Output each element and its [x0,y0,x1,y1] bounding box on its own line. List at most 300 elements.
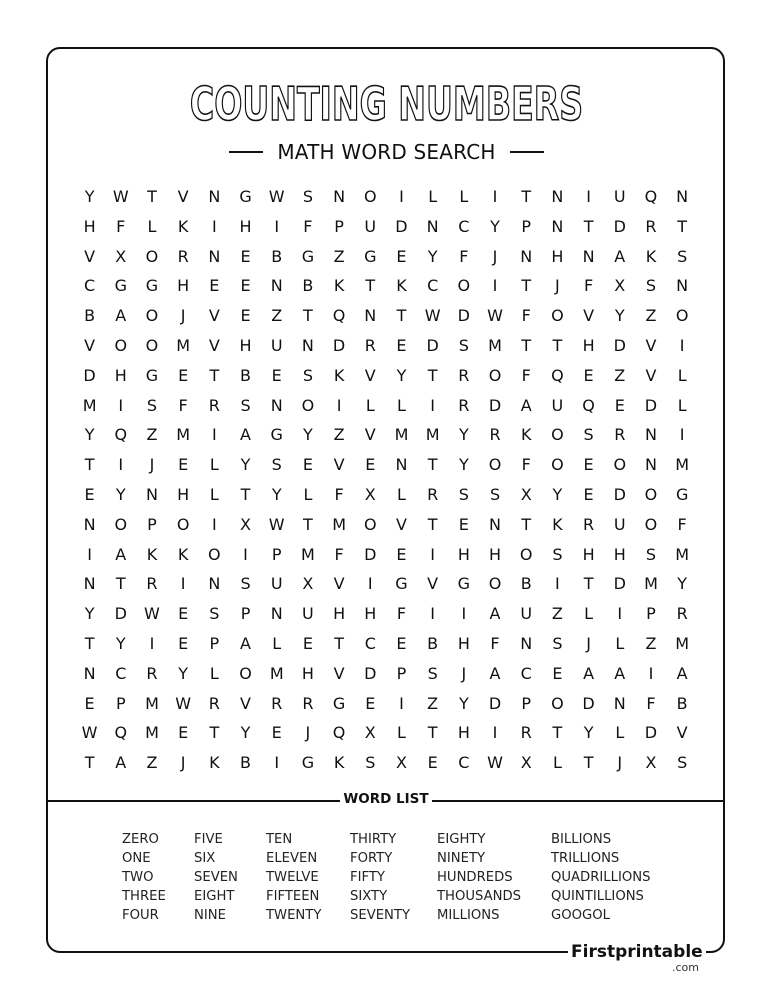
grid-letter[interactable]: H [582,544,595,564]
grid-letter[interactable]: Q [582,395,595,415]
grid-letter[interactable]: J [617,753,623,773]
grid-letter[interactable]: L [147,216,157,236]
grid-letter[interactable]: U [270,574,283,594]
grid-letter[interactable]: B [302,276,314,296]
grid-letter[interactable]: L [615,723,625,743]
grid-letter[interactable]: F [677,514,687,534]
grid-letter[interactable]: O [644,514,658,534]
grid-letter[interactable]: N [270,395,283,415]
grid-letter[interactable]: C [458,753,470,773]
grid-letter[interactable]: H [177,484,190,504]
grid-letter[interactable]: Y [115,633,126,653]
grid-letter[interactable]: V [364,365,376,385]
grid-letter[interactable]: D [395,216,408,236]
grid-letter[interactable]: Q [332,723,346,743]
grid-letter[interactable]: E [552,663,563,683]
grid-letter[interactable]: N [333,187,346,206]
grid-letter[interactable]: I [87,544,92,564]
grid-letter[interactable]: O [145,306,159,326]
grid-letter[interactable]: N [644,455,657,475]
grid-letter[interactable]: E [396,335,407,355]
grid-letter[interactable]: E [458,514,469,534]
grid-letter[interactable]: Y [115,484,126,504]
grid-letter[interactable]: L [209,484,219,504]
grid-letter[interactable]: C [364,633,376,653]
grid-letter[interactable]: E [427,753,438,773]
grid-letter[interactable]: J [305,723,311,743]
grid-letter[interactable]: F [334,544,344,564]
grid-letter[interactable]: N [395,455,408,475]
grid-letter[interactable]: M [644,574,658,594]
grid-letter[interactable]: L [677,395,687,415]
grid-letter[interactable]: P [646,604,656,624]
grid-letter[interactable]: R [645,216,657,236]
grid-letter[interactable]: F [396,604,407,624]
grid-letter[interactable]: J [555,276,560,296]
grid-letter[interactable]: M [82,395,97,415]
grid-letter[interactable]: B [84,306,96,326]
grid-letter[interactable]: N [145,484,158,504]
grid-letter[interactable]: L [615,633,625,653]
grid-letter[interactable]: O [644,484,658,504]
grid-letter[interactable]: K [645,246,657,266]
grid-letter[interactable]: F [521,455,531,475]
grid-letter[interactable]: T [84,455,95,475]
grid-letter[interactable]: S [146,395,158,415]
grid-letter[interactable]: Z [645,633,657,653]
grid-letter[interactable]: N [551,187,564,206]
grid-letter[interactable]: L [397,484,406,504]
grid-letter[interactable]: E [178,365,189,385]
grid-letter[interactable]: F [521,365,531,385]
grid-letter[interactable]: G [114,276,127,296]
grid-letter[interactable]: M [332,514,346,534]
grid-letter[interactable]: S [552,544,563,564]
grid-letter[interactable]: O [488,455,502,475]
grid-letter[interactable]: X [364,484,376,504]
grid-letter[interactable]: Q [644,187,658,206]
grid-letter[interactable]: A [115,753,127,773]
grid-letter[interactable]: T [521,187,532,206]
grid-letter[interactable]: M [394,425,409,445]
grid-letter[interactable]: Y [240,723,251,743]
grid-letter[interactable]: L [209,663,219,683]
grid-letter[interactable]: S [427,663,438,683]
grid-letter[interactable]: B [240,365,252,385]
grid-letter[interactable]: G [145,365,159,385]
grid-letter[interactable]: F [583,276,594,296]
grid-letter[interactable]: E [583,484,594,504]
grid-letter[interactable]: I [430,544,436,564]
grid-letter[interactable]: I [399,693,404,713]
grid-letter[interactable]: M [145,693,159,713]
grid-letter[interactable]: V [240,693,251,713]
grid-letter[interactable]: W [268,187,285,206]
grid-letter[interactable]: E [178,455,189,475]
grid-letter[interactable]: D [644,395,658,415]
grid-letter[interactable]: O [145,335,159,355]
grid-letter[interactable]: N [364,306,377,326]
grid-letter[interactable]: U [551,395,564,415]
grid-letter[interactable]: G [332,693,346,713]
grid-letter[interactable]: Z [427,693,439,713]
grid-letter[interactable]: Y [84,425,95,445]
grid-letter[interactable]: S [302,365,313,385]
grid-letter[interactable]: I [118,395,124,415]
grid-letter[interactable]: N [644,425,657,445]
grid-letter[interactable]: V [364,425,376,445]
grid-letter[interactable]: Z [146,753,158,773]
grid-letter[interactable]: N [520,246,533,266]
grid-letter[interactable]: I [367,574,373,594]
grid-letter[interactable]: S [677,753,688,773]
grid-letter[interactable]: D [488,693,502,713]
grid-letter[interactable]: N [270,276,283,296]
grid-letter[interactable]: O [551,455,564,475]
grid-letter[interactable]: U [270,335,283,355]
grid-letter[interactable]: V [208,306,220,326]
grid-letter[interactable]: S [677,246,688,266]
grid-letter[interactable]: O [457,276,471,296]
grid-letter[interactable]: N [551,216,564,236]
grid-letter[interactable]: O [145,246,159,266]
grid-letter[interactable]: H [489,544,502,564]
grid-letter[interactable]: F [459,246,469,266]
grid-letter[interactable]: I [492,187,498,206]
grid-letter[interactable]: D [114,604,127,624]
grid-letter[interactable]: G [301,246,315,266]
grid-letter[interactable]: J [461,663,467,683]
grid-letter[interactable]: N [582,246,595,266]
grid-letter[interactable]: I [118,455,124,475]
grid-letter[interactable]: Y [458,425,469,445]
grid-letter[interactable]: H [333,604,346,624]
grid-letter[interactable]: P [115,693,126,713]
grid-letter[interactable]: Y [458,455,469,475]
grid-letter[interactable]: N [301,335,314,355]
grid-letter[interactable]: V [676,723,688,743]
grid-letter[interactable]: O [488,365,502,385]
grid-letter[interactable]: L [397,723,406,743]
grid-letter[interactable]: C [520,663,532,683]
grid-letter[interactable]: K [146,544,158,564]
grid-letter[interactable]: E [84,484,95,504]
grid-letter[interactable]: J [180,753,186,773]
grid-letter[interactable]: Y [490,216,500,236]
grid-letter[interactable]: V [333,574,345,594]
grid-letter[interactable]: Z [333,246,345,266]
grid-letter[interactable]: X [302,574,314,594]
grid-letter[interactable]: H [83,216,96,236]
grid-letter[interactable]: S [458,484,469,504]
grid-letter[interactable]: G [675,484,689,504]
grid-letter[interactable]: K [333,365,345,385]
grid-letter[interactable]: N [208,574,221,594]
grid-letter[interactable]: O [363,514,377,534]
grid-letter[interactable]: E [271,723,282,743]
grid-letter[interactable]: O [301,395,315,415]
grid-letter[interactable]: V [177,187,189,206]
grid-letter[interactable]: Z [614,365,626,385]
grid-letter[interactable]: A [240,633,251,653]
grid-letter[interactable]: R [208,395,220,415]
grid-letter[interactable]: E [209,276,220,296]
grid-letter[interactable]: I [274,216,280,236]
grid-letter[interactable]: W [144,604,160,624]
grid-letter[interactable]: X [520,484,532,504]
grid-letter[interactable]: I [274,753,280,773]
grid-letter[interactable]: T [365,276,376,296]
grid-letter[interactable]: N [208,246,221,266]
grid-letter[interactable]: R [489,425,501,445]
grid-letter[interactable]: T [84,633,95,653]
grid-letter[interactable]: H [613,544,626,564]
grid-letter[interactable]: D [613,484,626,504]
grid-letter[interactable]: B [427,633,439,653]
grid-letter[interactable]: E [365,455,376,475]
grid-letter[interactable]: O [176,514,190,534]
grid-letter[interactable]: S [583,425,594,445]
grid-letter[interactable]: B [271,246,283,266]
grid-letter[interactable]: B [676,693,688,713]
grid-letter[interactable]: E [583,455,594,475]
grid-letter[interactable]: Y [614,306,625,326]
grid-letter[interactable]: D [613,335,626,355]
grid-letter[interactable]: T [147,187,157,206]
grid-letter[interactable]: O [551,425,564,445]
grid-letter[interactable]: S [645,276,657,296]
grid-letter[interactable]: V [645,335,657,355]
grid-letter[interactable]: G [395,574,408,594]
grid-letter[interactable]: S [240,395,251,415]
grid-letter[interactable]: G [457,574,471,594]
grid-letter[interactable]: X [614,276,626,296]
grid-letter[interactable]: I [430,604,436,624]
grid-letter[interactable]: Z [645,306,657,326]
grid-letter[interactable]: X [115,246,127,266]
grid-letter[interactable]: P [396,663,407,683]
grid-letter[interactable]: W [112,187,129,206]
grid-letter[interactable]: K [333,753,345,773]
grid-letter[interactable]: T [552,335,563,355]
grid-letter[interactable]: V [395,514,407,534]
grid-letter[interactable]: R [208,693,220,713]
grid-letter[interactable]: J [180,306,186,326]
grid-letter[interactable]: S [645,544,657,564]
grid-letter[interactable]: N [520,633,533,653]
grid-letter[interactable]: U [613,514,626,534]
grid-letter[interactable]: T [396,306,407,326]
grid-letter[interactable]: E [178,633,189,653]
grid-letter[interactable]: E [614,395,625,415]
grid-letter[interactable]: O [551,306,564,326]
grid-letter[interactable]: A [676,663,688,683]
grid-letter[interactable]: E [178,723,189,743]
grid-letter[interactable]: C [427,276,439,296]
grid-letter[interactable]: N [83,514,96,534]
grid-letter[interactable]: R [302,693,314,713]
grid-letter[interactable]: X [240,514,252,534]
grid-letter[interactable]: S [271,455,282,475]
grid-letter[interactable]: R [583,514,595,534]
grid-letter[interactable]: D [364,663,377,683]
grid-letter[interactable]: A [115,306,127,326]
grid-letter[interactable]: Z [146,425,158,445]
grid-letter[interactable]: J [149,455,155,475]
grid-letter[interactable]: N [83,574,96,594]
grid-letter[interactable]: F [334,484,344,504]
grid-letter[interactable]: W [487,753,503,773]
grid-letter[interactable]: B [520,574,532,594]
grid-letter[interactable]: K [209,753,220,773]
grid-letter[interactable]: O [488,574,502,594]
grid-letter[interactable]: A [520,395,532,415]
grid-letter[interactable]: C [115,663,127,683]
grid-letter[interactable]: L [209,455,219,475]
grid-letter[interactable]: W [81,723,98,743]
grid-letter[interactable]: P [271,544,282,564]
grid-letter[interactable]: T [521,276,532,296]
grid-letter[interactable]: C [458,216,470,236]
grid-letter[interactable]: E [240,246,251,266]
grid-letter[interactable]: S [458,335,469,355]
grid-letter[interactable]: T [303,514,313,534]
grid-letter[interactable]: N [208,187,221,206]
grid-letter[interactable]: T [334,633,344,653]
grid-letter[interactable]: L [428,187,438,206]
grid-letter[interactable]: I [679,425,685,445]
grid-letter[interactable]: P [521,693,532,713]
grid-letter[interactable]: X [395,753,407,773]
grid-letter[interactable]: G [239,187,252,206]
grid-letter[interactable]: N [270,604,283,624]
grid-letter[interactable]: K [177,216,189,236]
grid-letter[interactable]: I [679,335,685,355]
grid-letter[interactable]: H [239,335,252,355]
grid-letter[interactable]: W [268,514,285,534]
grid-letter[interactable]: A [115,544,127,564]
grid-letter[interactable]: L [272,633,282,653]
grid-letter[interactable]: Y [84,187,95,206]
grid-letter[interactable]: P [521,216,532,236]
grid-letter[interactable]: H [457,723,470,743]
grid-letter[interactable]: F [116,216,126,236]
grid-letter[interactable]: I [648,663,654,683]
grid-letter[interactable]: R [458,395,470,415]
grid-letter[interactable]: M [145,723,159,743]
grid-letter[interactable]: R [614,425,626,445]
grid-letter[interactable]: H [239,216,252,236]
grid-letter[interactable]: R [146,574,158,594]
grid-letter[interactable]: H [551,246,564,266]
grid-letter[interactable]: T [209,365,220,385]
grid-letter[interactable]: U [613,187,626,206]
grid-letter[interactable]: I [243,544,248,564]
grid-letter[interactable]: N [676,187,689,206]
grid-letter[interactable]: G [364,246,377,266]
grid-letter[interactable]: E [302,633,313,653]
grid-letter[interactable]: Z [333,425,345,445]
grid-letter[interactable]: H [177,276,190,296]
grid-letter[interactable]: A [489,663,501,683]
grid-letter[interactable]: T [583,753,594,773]
grid-letter[interactable]: M [675,633,690,653]
grid-letter[interactable]: R [427,484,439,504]
grid-letter[interactable]: L [459,187,469,206]
grid-letter[interactable]: P [147,514,157,534]
grid-letter[interactable]: L [677,365,687,385]
grid-letter[interactable]: F [303,216,313,236]
grid-letter[interactable]: L [552,753,562,773]
grid-letter[interactable]: S [489,484,501,504]
grid-letter[interactable]: D [457,306,470,326]
grid-letter[interactable]: Y [458,693,469,713]
grid-letter[interactable]: T [427,455,438,475]
grid-letter[interactable]: R [177,246,189,266]
grid-letter[interactable]: R [458,365,470,385]
grid-letter[interactable]: T [427,723,438,743]
grid-letter[interactable]: E [365,693,376,713]
grid-letter[interactable]: A [489,604,501,624]
grid-letter[interactable]: T [427,365,438,385]
grid-letter[interactable]: D [332,335,346,355]
grid-letter[interactable]: E [396,246,407,266]
grid-letter[interactable]: O [208,544,221,564]
grid-letter[interactable]: G [270,425,283,445]
grid-letter[interactable]: I [211,216,217,236]
grid-letter[interactable]: R [520,723,532,743]
grid-letter[interactable]: F [490,633,500,653]
grid-letter[interactable]: O [239,663,252,683]
grid-letter[interactable]: V [333,455,345,475]
grid-letter[interactable]: I [430,395,436,415]
grid-letter[interactable]: T [583,216,594,236]
grid-letter[interactable]: H [114,365,127,385]
grid-letter[interactable]: F [521,306,531,326]
grid-letter[interactable]: Y [583,723,594,743]
grid-letter[interactable]: D [488,395,502,415]
grid-letter[interactable]: L [303,484,313,504]
grid-letter[interactable]: Y [427,246,438,266]
grid-letter[interactable]: I [211,514,217,534]
grid-letter[interactable]: O [675,306,689,326]
grid-letter[interactable]: Y [396,365,407,385]
grid-letter[interactable]: P [240,604,251,624]
grid-letter[interactable]: K [396,276,407,296]
grid-letter[interactable]: I [336,395,342,415]
grid-letter[interactable]: R [271,693,283,713]
grid-letter[interactable]: Y [552,484,563,504]
grid-letter[interactable]: A [614,663,626,683]
grid-letter[interactable]: N [489,514,502,534]
grid-letter[interactable]: D [582,693,595,713]
grid-letter[interactable]: R [676,604,688,624]
grid-letter[interactable]: G [145,276,159,296]
grid-letter[interactable]: N [426,216,439,236]
grid-letter[interactable]: K [177,544,189,564]
grid-letter[interactable]: Y [271,484,282,504]
grid-letter[interactable]: P [334,216,344,236]
grid-letter[interactable]: W [175,693,192,713]
grid-letter[interactable]: I [461,604,467,624]
grid-letter[interactable]: I [180,574,186,594]
grid-letter[interactable]: B [240,753,252,773]
grid-letter[interactable]: D [364,544,377,564]
grid-letter[interactable]: V [427,574,439,594]
grid-letter[interactable]: D [426,335,439,355]
grid-letter[interactable]: E [396,633,407,653]
grid-letter[interactable]: X [645,753,657,773]
